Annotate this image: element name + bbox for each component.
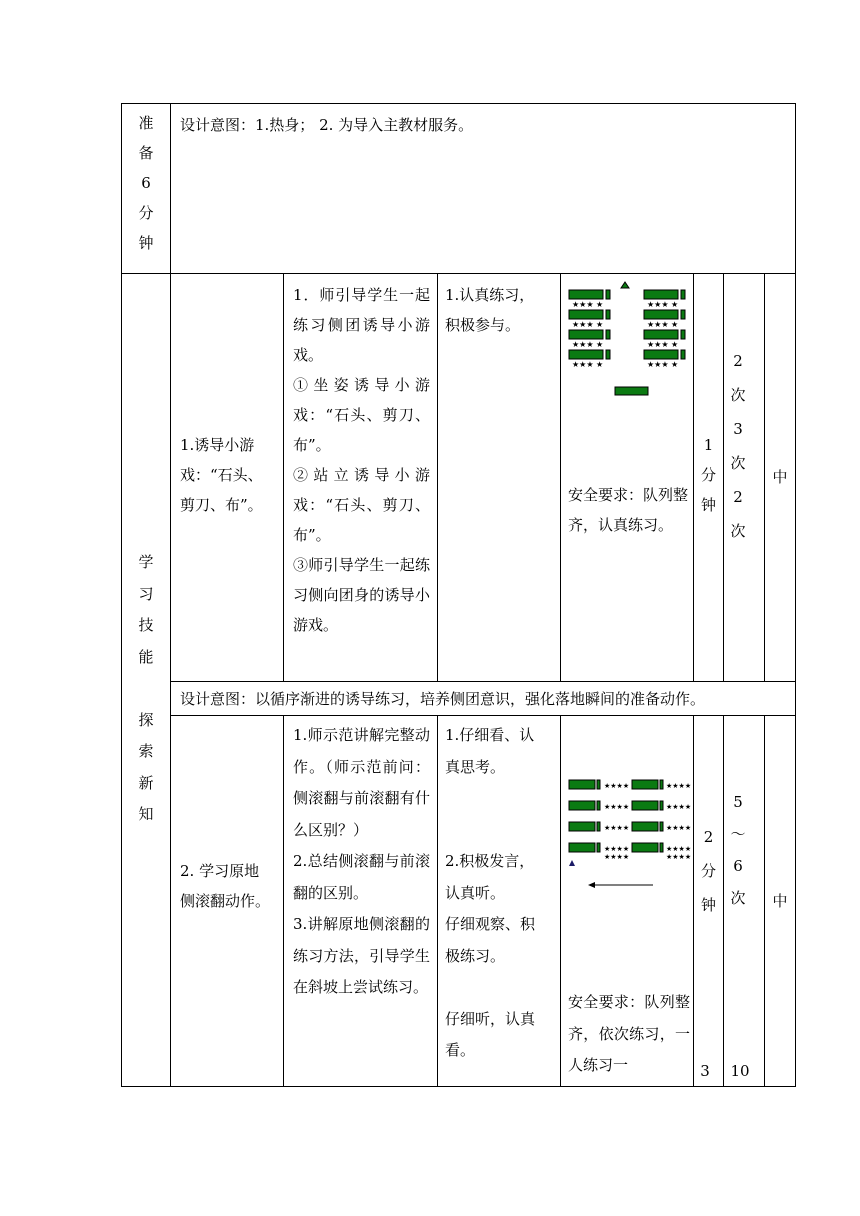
row2-intensity: 中 [772,892,788,910]
row2-time: 2 分 钟 [700,828,716,914]
row1-count: 2 次 3 次 2 次 [730,352,746,540]
svg-text:★★★ ★: ★★★ ★ [572,320,604,329]
row2-student-activity: 1.仔细看、认 真思考。 2.积极发言， 认真听。 仔细观察、积 极练习。 仔细听，认真 看。 [445,726,536,1059]
svg-text:★★★★: ★★★★ [666,824,692,832]
row2-content: 2. 学习原地 侧滚翻动作。 [180,862,271,910]
formation-diagram-1 [562,280,692,400]
row1-time: 1 分 钟 [700,436,716,514]
svg-text:★★★★: ★★★★ [604,845,630,853]
svg-text:★★★ ★: ★★★ ★ [572,360,604,369]
prep-design-intent: 设计意图：1.热身； 2. 为导入主教材服务。 [180,116,474,134]
row1-teacher-activity: 1．师引导学生一起练习侧团诱导小游戏。 ①坐姿诱导小游戏：“石头、剪刀、布”。 ②站立诱导小游戏：“石头、剪刀、布”。 ③师引导学生一起练习侧向团身的诱导小游戏。 [293,286,430,634]
learn-design-intent: 设计意图：以循序渐进的诱导练习，培养侧团意识，强化落地瞬间的准备动作。 [180,690,706,708]
svg-text:★★★★: ★★★★ [604,853,630,861]
svg-text:★★★ ★: ★★★ ★ [647,300,679,309]
svg-text:★★★★: ★★★★ [666,853,692,861]
svg-text:★★★★: ★★★★ [604,824,630,832]
svg-text:★★★ ★: ★★★ ★ [572,300,604,309]
row1-content: 1.诱导小游 戏：“石头、 剪刀、布”。 [180,436,263,514]
row1-student-activity: 1.认真练习， 积极参与。 [445,286,535,334]
svg-text:★★★ ★: ★★★ ★ [647,360,679,369]
row2-safety: 安全要求：队列整齐，依次练习，一人练习一 [568,993,690,1074]
row2-count-next: 10 [730,1062,750,1080]
row1-safety: 安全要求：队列整齐，认真练习。 [568,486,689,534]
row2-time-next: 3 [700,1062,710,1080]
learn-side-label: 学 习 技 能 探 索 新 知 [138,553,154,823]
prep-side-label: 准 备 6 分 钟 [138,114,154,252]
svg-text:★★★★: ★★★★ [604,803,630,811]
svg-text:★★★★: ★★★★ [666,782,692,790]
formation-diagram-2 [562,775,692,895]
svg-text:★★★ ★: ★★★ ★ [647,320,679,329]
svg-text:★★★★: ★★★★ [666,803,692,811]
row1-intensity: 中 [772,468,788,486]
svg-text:★★★ ★: ★★★ ★ [647,340,679,349]
row2-count: 5 ～ 6 次 [730,793,746,907]
row2-teacher-activity: 1.师示范讲解完整动作。（师示范前问：侧滚翻与前滚翻有什么区别？） 2.总结侧滚翻与前滚翻的区别。 3.讲解原地侧滚翻的练习方法，引导学生在斜坡上尝试练习。 [293,726,430,996]
svg-text:★★★★: ★★★★ [666,845,692,853]
svg-text:★★★★: ★★★★ [604,782,630,790]
svg-text:★★★ ★: ★★★ ★ [572,340,604,349]
